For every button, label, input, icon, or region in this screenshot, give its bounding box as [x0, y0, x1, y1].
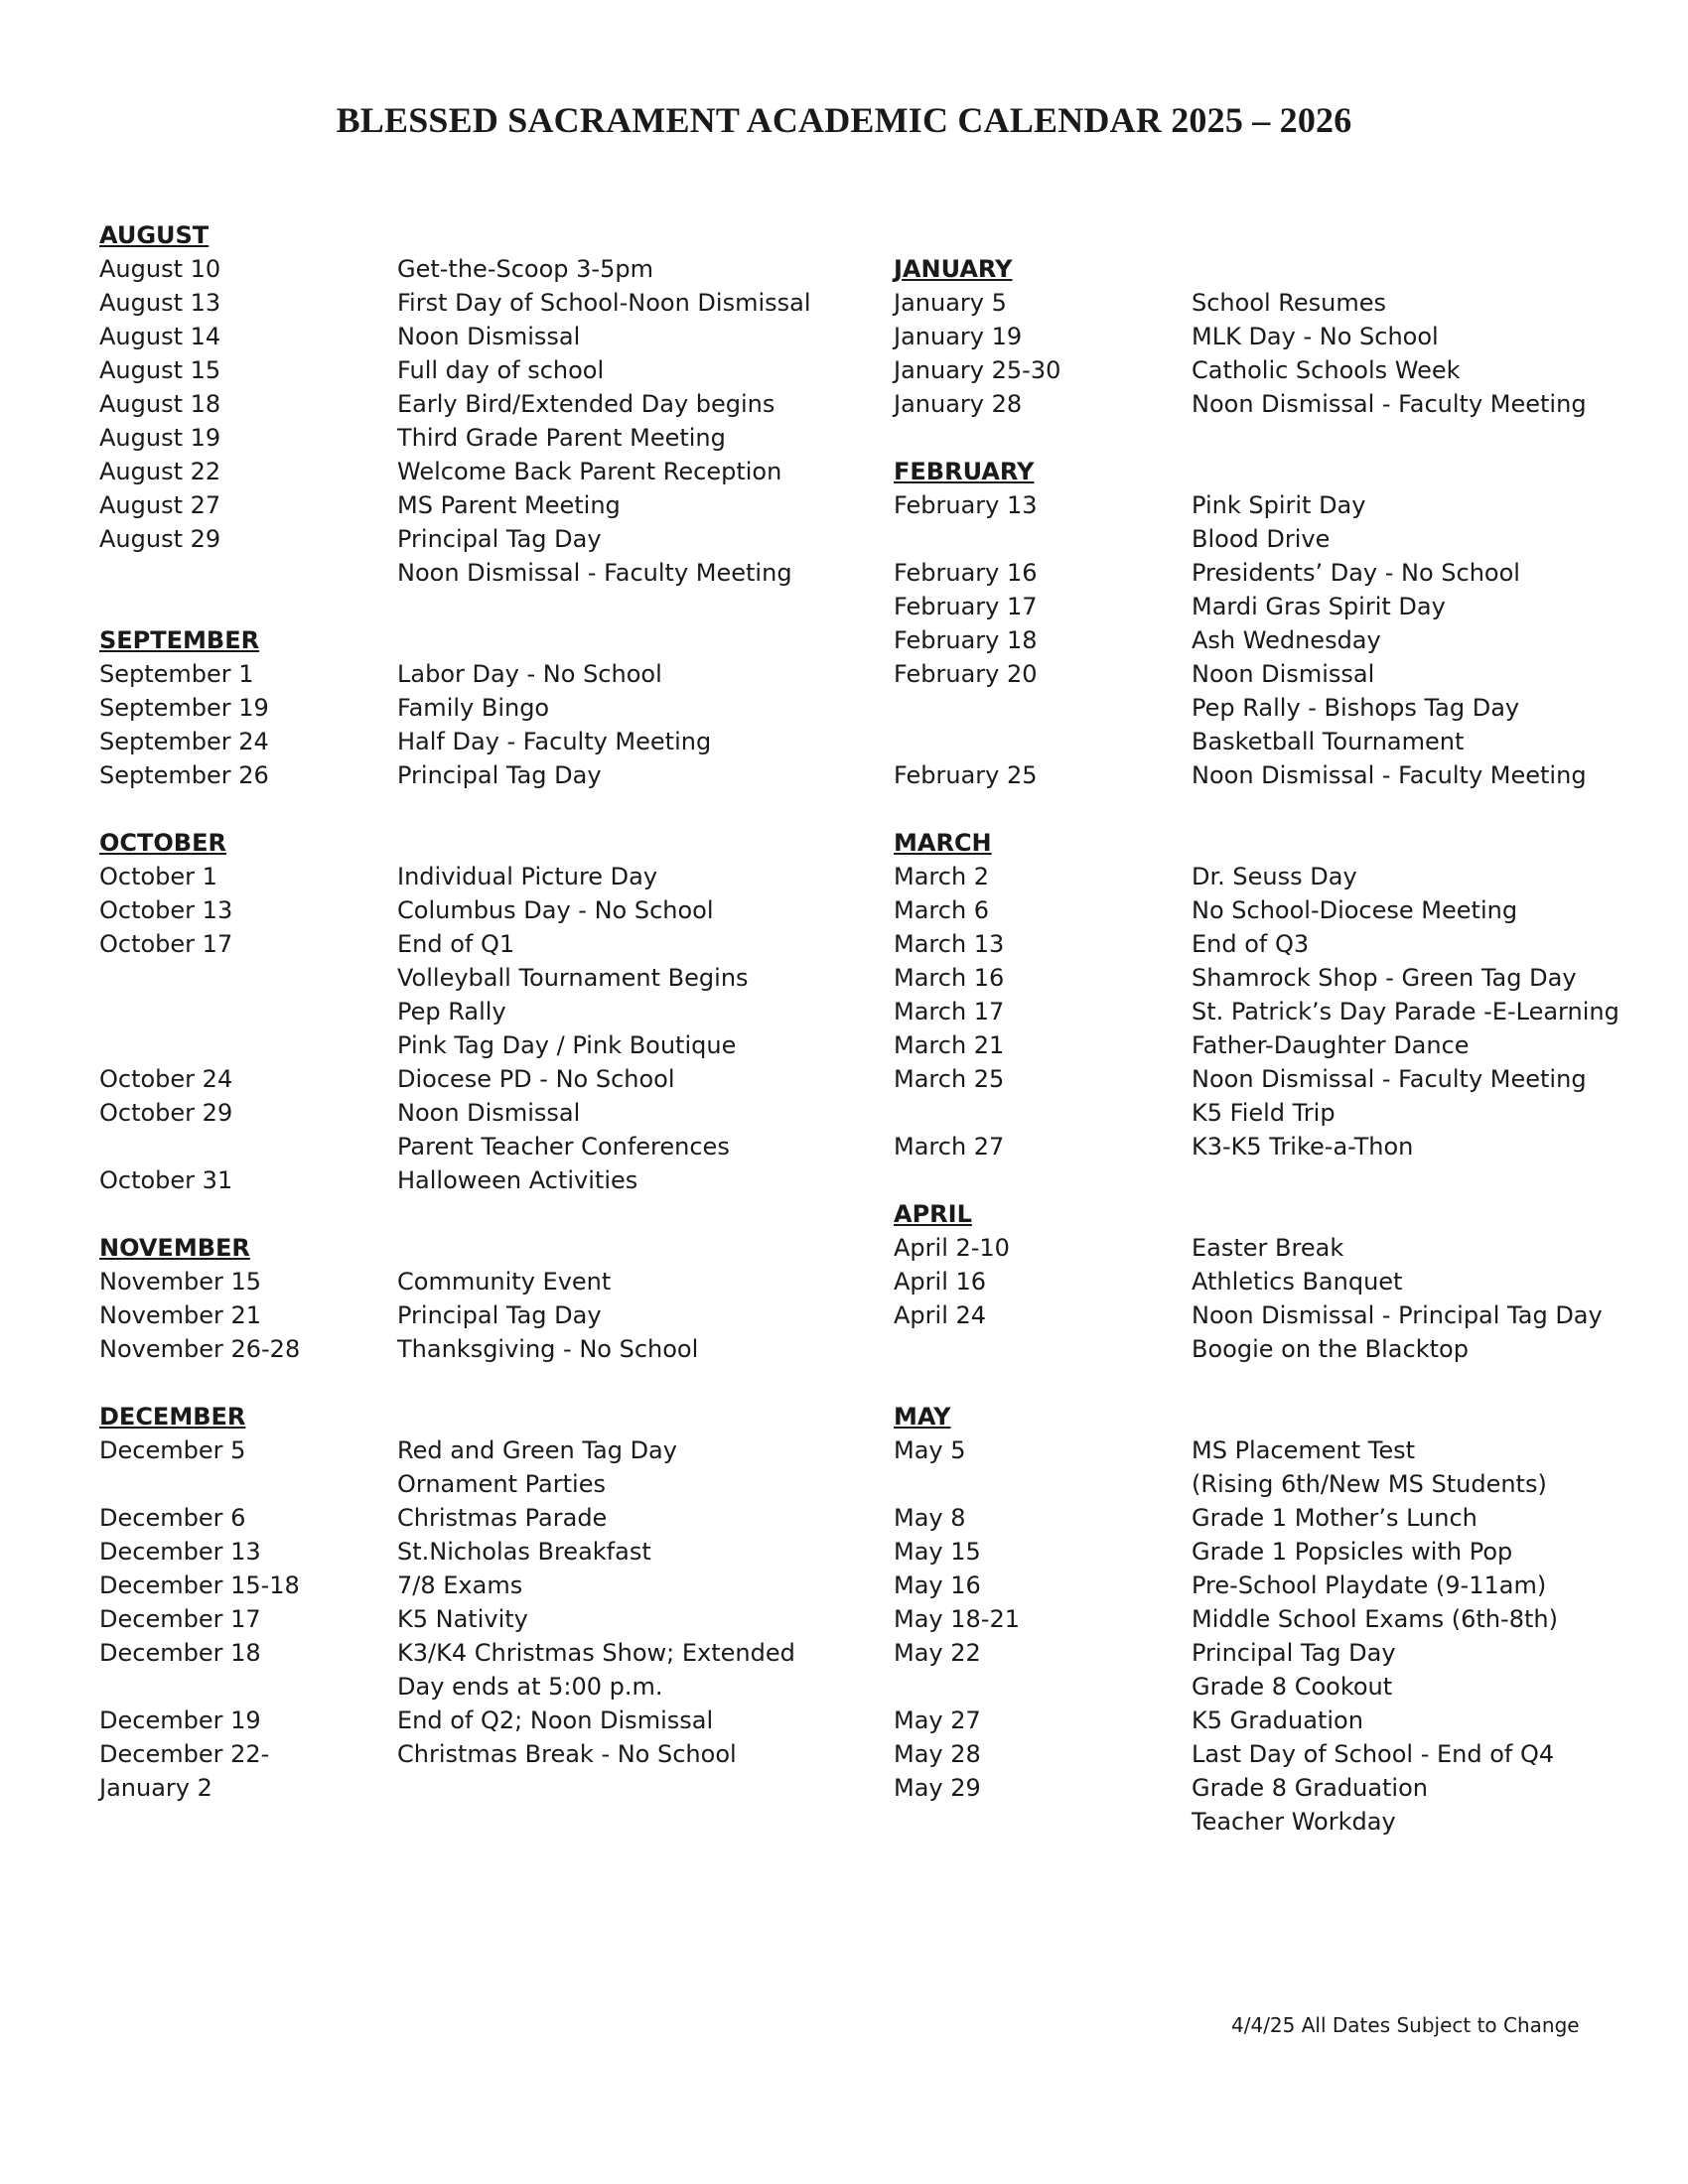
- event-date: December 13: [99, 1538, 261, 1566]
- event-date: [894, 1805, 1192, 1839]
- calendar-row: [99, 1670, 854, 1704]
- event-description: Full day of school: [397, 356, 605, 384]
- event-date: March 21: [894, 1031, 1005, 1059]
- calendar-row: [99, 320, 854, 353]
- event-description: Pep Rally: [397, 998, 506, 1025]
- event-description: Grade 1 Popsicles with Pop: [1192, 1538, 1513, 1566]
- event-date: January 5: [894, 289, 1007, 317]
- event-description: Welcome Back Parent Reception: [397, 458, 782, 485]
- calendar-row: [894, 1130, 1648, 1163]
- calendar-row: [894, 1062, 1648, 1096]
- event-date: September 24: [99, 728, 269, 755]
- calendar-row: [99, 657, 854, 691]
- section-spacer: [99, 792, 854, 826]
- event-date: February 20: [894, 660, 1038, 688]
- calendar-row: [99, 1737, 854, 1771]
- event-description: Third Grade Parent Meeting: [397, 424, 726, 452]
- event-description: No School-Diocese Meeting: [1192, 896, 1518, 924]
- calendar-row: [894, 1670, 1648, 1704]
- calendar-row: [894, 1737, 1648, 1771]
- event-date: September 26: [99, 761, 269, 789]
- event-description: MLK Day - No School: [1192, 323, 1439, 350]
- calendar-row: [99, 1501, 854, 1535]
- calendar-row: [99, 691, 854, 725]
- event-description: Catholic Schools Week: [1192, 356, 1461, 384]
- event-description: Noon Dismissal - Faculty Meeting: [397, 559, 792, 587]
- event-date: February 16: [894, 559, 1038, 587]
- calendar-row: [99, 725, 854, 758]
- month-heading: SEPTEMBER: [99, 626, 260, 654]
- event-date: May 5: [894, 1436, 966, 1464]
- event-date: September 1: [99, 660, 254, 688]
- month-heading: NOVEMBER: [99, 1234, 250, 1262]
- month-heading: MAY: [894, 1403, 951, 1431]
- calendar-row: [894, 590, 1648, 623]
- event-date: October 1: [99, 863, 217, 890]
- event-date: December 5: [99, 1436, 246, 1464]
- calendar-row: [99, 893, 854, 927]
- event-description: Shamrock Shop - Green Tag Day: [1192, 964, 1577, 992]
- event-description: Pink Tag Day / Pink Boutique: [397, 1031, 737, 1059]
- event-date: [894, 725, 1192, 758]
- event-description: MS Parent Meeting: [397, 491, 621, 519]
- event-description: (Rising 6th/New MS Students): [1192, 1470, 1547, 1498]
- event-description: Community Event: [397, 1268, 612, 1296]
- calendar-row: [894, 320, 1648, 353]
- calendar-row: [894, 1771, 1648, 1805]
- event-description: Principal Tag Day: [397, 1301, 602, 1329]
- event-description: End of Q1: [397, 930, 515, 958]
- event-description: St. Patrick’s Day Parade -E-Learning: [1192, 998, 1619, 1025]
- event-date: May 18-21: [894, 1605, 1020, 1633]
- calendar-row: [894, 725, 1648, 758]
- event-date: December 15-18: [99, 1571, 300, 1599]
- event-date: May 8: [894, 1504, 966, 1532]
- calendar-row: [99, 1636, 854, 1670]
- event-description: Noon Dismissal - Faculty Meeting: [1192, 390, 1587, 418]
- event-date: February 18: [894, 626, 1038, 654]
- calendar-row: [99, 1467, 854, 1501]
- right-calendar-column: [894, 252, 1648, 1839]
- event-description: Boogie on the Blacktop: [1192, 1335, 1469, 1363]
- event-description: Noon Dismissal: [397, 1099, 581, 1127]
- event-description: Principal Tag Day: [397, 761, 602, 789]
- event-date: May 15: [894, 1538, 981, 1566]
- calendar-row: [99, 421, 854, 455]
- calendar-row: [894, 860, 1648, 893]
- calendar-row: [894, 488, 1648, 522]
- event-description: First Day of School-Noon Dismissal: [397, 289, 811, 317]
- calendar-row: [99, 286, 854, 320]
- event-date: [99, 1130, 397, 1163]
- calendar-row: [99, 455, 854, 488]
- calendar-row: [894, 1569, 1648, 1602]
- event-date: May 29: [894, 1774, 981, 1802]
- calendar-row: [894, 1298, 1648, 1332]
- event-date: December 6: [99, 1504, 246, 1532]
- event-date: [99, 1670, 397, 1704]
- section-spacer: [99, 1366, 854, 1400]
- calendar-row: [894, 1704, 1648, 1737]
- footer-note: 4/4/25 All Dates Subject to Change: [1231, 2013, 1580, 2037]
- event-description: End of Q2; Noon Dismissal: [397, 1706, 714, 1734]
- event-date: August 13: [99, 289, 221, 317]
- event-description: St.Nicholas Breakfast: [397, 1538, 651, 1566]
- month-heading: APRIL: [894, 1200, 972, 1228]
- event-date: October 31: [99, 1166, 233, 1194]
- calendar-row: [99, 758, 854, 792]
- event-description: K5 Field Trip: [1192, 1099, 1336, 1127]
- event-description: Grade 1 Mother’s Lunch: [1192, 1504, 1477, 1532]
- event-description: Get-the-Scoop 3-5pm: [397, 255, 653, 283]
- event-date: November 26-28: [99, 1335, 301, 1363]
- calendar-row: [894, 1096, 1648, 1130]
- event-description: Blood Drive: [1192, 525, 1331, 553]
- event-description: Pink Spirit Day: [1192, 491, 1366, 519]
- event-date: February 25: [894, 761, 1038, 789]
- event-date: October 29: [99, 1099, 233, 1127]
- month-heading: FEBRUARY: [894, 458, 1035, 485]
- event-date: January 2: [99, 1774, 212, 1802]
- event-description: Pre-School Playdate (9-11am): [1192, 1571, 1547, 1599]
- event-description: Noon Dismissal - Faculty Meeting: [1192, 761, 1587, 789]
- event-description: Ash Wednesday: [1192, 626, 1381, 654]
- section-spacer: [894, 792, 1648, 826]
- calendar-row: [894, 1028, 1648, 1062]
- month-heading: AUGUST: [99, 221, 210, 249]
- calendar-row: [894, 286, 1648, 320]
- event-date: January 25-30: [894, 356, 1061, 384]
- calendar-row: [894, 556, 1648, 590]
- event-date: [894, 1670, 1192, 1704]
- event-date: April 16: [894, 1268, 987, 1296]
- calendar-row: [894, 657, 1648, 691]
- event-description: Mardi Gras Spirit Day: [1192, 593, 1446, 620]
- calendar-row: [894, 1265, 1648, 1298]
- calendar-row: [894, 927, 1648, 961]
- calendar-row: [894, 1332, 1648, 1366]
- event-description: End of Q3: [1192, 930, 1310, 958]
- event-date: January 19: [894, 323, 1023, 350]
- event-date: February 17: [894, 593, 1038, 620]
- event-description: Principal Tag Day: [1192, 1639, 1396, 1667]
- event-date: [99, 556, 397, 590]
- event-date: March 2: [894, 863, 990, 890]
- calendar-row: [894, 1636, 1648, 1670]
- event-date: December 18: [99, 1639, 261, 1667]
- month-heading: OCTOBER: [99, 829, 226, 857]
- calendar-row: [894, 1501, 1648, 1535]
- event-date: August 10: [99, 255, 221, 283]
- calendar-row: [99, 927, 854, 961]
- calendar-row: [99, 353, 854, 387]
- event-description: Christmas Break - No School: [397, 1740, 737, 1768]
- event-description: Easter Break: [1192, 1234, 1344, 1262]
- event-date: October 13: [99, 896, 233, 924]
- event-description: Grade 8 Graduation: [1192, 1774, 1428, 1802]
- event-description: Teacher Workday: [1192, 1808, 1396, 1836]
- calendar-row: [99, 860, 854, 893]
- event-date: [99, 1028, 397, 1062]
- calendar-row: [894, 691, 1648, 725]
- calendar-row: [99, 995, 854, 1028]
- event-description: K3/K4 Christmas Show; Extended: [397, 1639, 795, 1667]
- calendar-row: [99, 387, 854, 421]
- calendar-row: [894, 623, 1648, 657]
- calendar-row: [99, 1771, 854, 1805]
- calendar-row: [99, 1163, 854, 1197]
- event-description: Individual Picture Day: [397, 863, 658, 890]
- calendar-row: [894, 893, 1648, 927]
- calendar-row: [894, 1805, 1648, 1839]
- event-date: August 18: [99, 390, 221, 418]
- calendar-row: [894, 387, 1648, 421]
- calendar-row: [99, 1298, 854, 1332]
- calendar-row: [99, 1332, 854, 1366]
- event-description: Half Day - Faculty Meeting: [397, 728, 712, 755]
- calendar-row: [99, 1704, 854, 1737]
- event-date: March 27: [894, 1133, 1005, 1160]
- event-description: Christmas Parade: [397, 1504, 608, 1532]
- month-heading: JANUARY: [894, 255, 1013, 283]
- event-date: August 27: [99, 491, 221, 519]
- event-description: Middle School Exams (6th-8th): [1192, 1605, 1558, 1633]
- event-date: January 28: [894, 390, 1023, 418]
- event-description: Grade 8 Cookout: [1192, 1673, 1393, 1701]
- section-spacer: [99, 590, 854, 623]
- event-description: Pep Rally - Bishops Tag Day: [1192, 694, 1520, 722]
- section-spacer: [894, 421, 1648, 455]
- calendar-row: [99, 1130, 854, 1163]
- event-date: [894, 1332, 1192, 1366]
- event-date: April 24: [894, 1301, 987, 1329]
- event-description: Noon Dismissal - Principal Tag Day: [1192, 1301, 1603, 1329]
- event-date: March 6: [894, 896, 990, 924]
- event-description: [397, 1771, 854, 1805]
- event-description: Diocese PD - No School: [397, 1065, 675, 1093]
- event-date: August 19: [99, 424, 221, 452]
- event-description: Ornament Parties: [397, 1470, 606, 1498]
- event-date: October 24: [99, 1065, 233, 1093]
- event-date: March 25: [894, 1065, 1005, 1093]
- event-description: Noon Dismissal: [397, 323, 581, 350]
- event-description: Basketball Tournament: [1192, 728, 1465, 755]
- calendar-row: [99, 1602, 854, 1636]
- calendar-row: [99, 1433, 854, 1467]
- event-date: [99, 961, 397, 995]
- event-date: December 19: [99, 1706, 261, 1734]
- section-spacer: [894, 1163, 1648, 1197]
- calendar-row: [894, 758, 1648, 792]
- event-description: Last Day of School - End of Q4: [1192, 1740, 1555, 1768]
- calendar-row: [894, 1602, 1648, 1636]
- event-date: March 13: [894, 930, 1005, 958]
- event-description: Principal Tag Day: [397, 525, 602, 553]
- event-description: K5 Graduation: [1192, 1706, 1363, 1734]
- event-date: [894, 1467, 1192, 1501]
- event-date: August 29: [99, 525, 221, 553]
- calendar-row: [99, 1569, 854, 1602]
- event-description: Thanksgiving - No School: [397, 1335, 699, 1363]
- event-date: [99, 1467, 397, 1501]
- event-description: Father-Daughter Dance: [1192, 1031, 1470, 1059]
- calendar-row: [99, 1096, 854, 1130]
- event-description: 7/8 Exams: [397, 1571, 523, 1599]
- event-description: Volleyball Tournament Begins: [397, 964, 749, 992]
- event-description: Day ends at 5:00 p.m.: [397, 1673, 663, 1701]
- event-description: Red and Green Tag Day: [397, 1436, 677, 1464]
- event-description: School Resumes: [1192, 289, 1387, 317]
- event-date: [894, 691, 1192, 725]
- calendar-row: [894, 1535, 1648, 1569]
- event-date: February 13: [894, 491, 1038, 519]
- section-spacer: [894, 1366, 1648, 1400]
- event-description: MS Placement Test: [1192, 1436, 1416, 1464]
- event-description: Columbus Day - No School: [397, 896, 714, 924]
- calendar-row: [99, 522, 854, 556]
- event-date: March 17: [894, 998, 1005, 1025]
- event-date: August 22: [99, 458, 221, 485]
- calendar-row: [99, 961, 854, 995]
- event-description: K3-K5 Trike-a-Thon: [1192, 1133, 1414, 1160]
- calendar-row: [99, 556, 854, 590]
- calendar-row: [99, 1028, 854, 1062]
- event-date: November 15: [99, 1268, 262, 1296]
- event-date: August 15: [99, 356, 221, 384]
- event-date: [894, 522, 1192, 556]
- event-description: Parent Teacher Conferences: [397, 1133, 730, 1160]
- event-description: Presidents’ Day - No School: [1192, 559, 1520, 587]
- event-description: Dr. Seuss Day: [1192, 863, 1357, 890]
- event-date: December 17: [99, 1605, 261, 1633]
- calendar-row: [99, 488, 854, 522]
- event-description: K5 Nativity: [397, 1605, 528, 1633]
- event-date: May 27: [894, 1706, 981, 1734]
- calendar-row: [894, 1231, 1648, 1265]
- calendar-row: [894, 522, 1648, 556]
- event-description: Athletics Banquet: [1192, 1268, 1403, 1296]
- event-description: Noon Dismissal: [1192, 660, 1375, 688]
- event-date: December 22-: [99, 1740, 270, 1768]
- event-date: October 17: [99, 930, 233, 958]
- event-date: September 19: [99, 694, 269, 722]
- calendar-row: [99, 1535, 854, 1569]
- event-description: Family Bingo: [397, 694, 550, 722]
- left-calendar-column: [99, 218, 854, 1805]
- calendar-row: [894, 961, 1648, 995]
- event-date: August 14: [99, 323, 221, 350]
- event-date: April 2-10: [894, 1234, 1010, 1262]
- month-heading: DECEMBER: [99, 1403, 246, 1431]
- event-description: Labor Day - No School: [397, 660, 662, 688]
- event-date: May 22: [894, 1639, 981, 1667]
- event-date: November 21: [99, 1301, 262, 1329]
- calendar-row: [99, 252, 854, 286]
- section-spacer: [99, 1197, 854, 1231]
- event-date: May 28: [894, 1740, 981, 1768]
- event-date: [99, 995, 397, 1028]
- event-date: May 16: [894, 1571, 981, 1599]
- event-date: March 16: [894, 964, 1005, 992]
- event-description: Halloween Activities: [397, 1166, 638, 1194]
- calendar-row: [894, 995, 1648, 1028]
- event-description: Early Bird/Extended Day begins: [397, 390, 775, 418]
- event-description: Noon Dismissal - Faculty Meeting: [1192, 1065, 1587, 1093]
- month-heading: MARCH: [894, 829, 992, 857]
- calendar-row: [99, 1265, 854, 1298]
- calendar-row: [894, 1433, 1648, 1467]
- page-title: BLESSED SACRAMENT ACADEMIC CALENDAR 2025 – 2026: [336, 100, 1352, 140]
- calendar-row: [894, 353, 1648, 387]
- calendar-row: [99, 1062, 854, 1096]
- event-date: [894, 1096, 1192, 1130]
- calendar-row: [894, 1467, 1648, 1501]
